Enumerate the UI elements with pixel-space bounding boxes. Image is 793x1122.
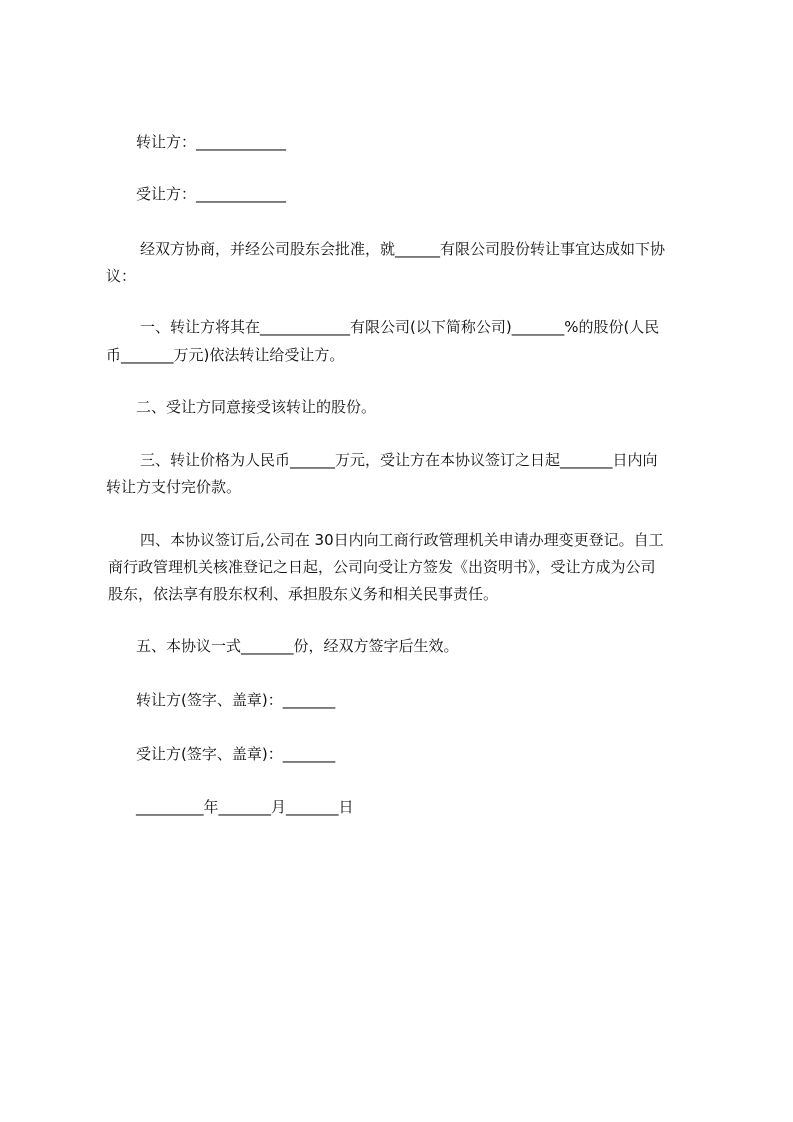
- transferee-signature-line: 受让方(签字、盖章)：_______: [136, 745, 336, 763]
- transferor-line: 转让方：____________: [136, 133, 287, 151]
- clause-3-line-1: 三、转让价格为人民币______万元，受让方在本协议签订之日起_______日内向: [140, 451, 658, 469]
- clause-3-line-2: 转让方支付完价款。: [106, 478, 242, 496]
- clause-2: 二、受让方同意接受该转让的股份。: [136, 398, 377, 416]
- date-line: _________年_______月_______日: [136, 798, 354, 816]
- intro-line-1: 经双方协商，并经公司股东会批准，就______有限公司股份转让事宜达成如下协: [140, 240, 666, 258]
- intro-line-2: 议：: [106, 267, 137, 285]
- clause-4-line-2: 商行政管理机关核准登记之日起，公司向受让方签发《出资明书》，受让方成为公司: [108, 558, 656, 576]
- clause-1-line-1: 一、转让方将其在____________有限公司(以下简称公司)_______%的股份(人民: [140, 318, 660, 336]
- clause-5: 五、本协议一式_______份，经双方签字后生效。: [136, 637, 459, 655]
- transferee-line: 受让方：____________: [136, 185, 287, 203]
- clause-4-line-1: 四、本协议签订后,公司在 30日内向工商行政管理机关申请办理变更登记。自工: [140, 531, 664, 549]
- clause-1-line-2: 币_______万元)依法转让给受让方。: [106, 346, 345, 364]
- clause-4-line-3: 股东，依法享有股东权利、承担股东义务和相关民事责任。: [108, 585, 499, 603]
- transferor-signature-line: 转让方(签字、盖章)：_______: [136, 691, 336, 709]
